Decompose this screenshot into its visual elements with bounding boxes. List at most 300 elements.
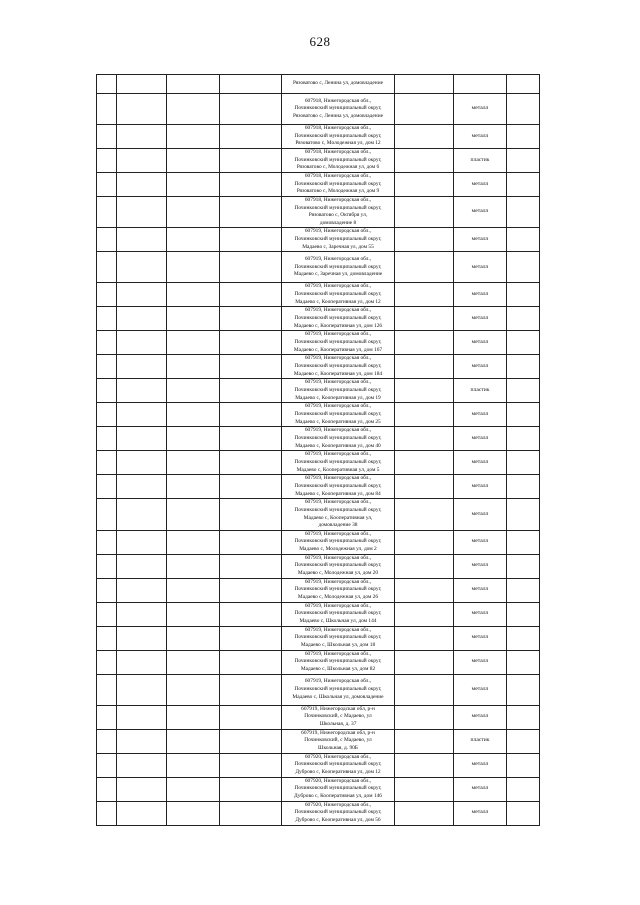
address-cell	[282, 499, 395, 530]
empty-cell	[167, 197, 220, 228]
empty-cell	[167, 228, 220, 252]
table-row	[97, 355, 540, 379]
empty-cell	[97, 602, 117, 626]
address-line: 607919, Нижегородская обл.,	[304, 379, 372, 386]
material-cell: металл	[454, 753, 507, 777]
empty-cell	[507, 674, 540, 705]
empty-cell	[117, 530, 167, 554]
address-line: Починковский муниципальный округ,	[294, 411, 382, 418]
empty-cell	[220, 801, 282, 825]
empty-cell	[220, 578, 282, 602]
empty-cell	[395, 252, 454, 283]
address-line: Мадаево с, Школьная ул, дом 144	[299, 618, 377, 625]
address-cell	[282, 602, 395, 626]
empty-cell	[167, 650, 220, 674]
address-cell	[282, 801, 395, 825]
address-line: 607919, Нижегородская обл.,	[304, 355, 372, 362]
empty-cell	[117, 602, 167, 626]
empty-cell	[167, 777, 220, 801]
empty-cell	[507, 75, 540, 94]
address-line: Починковский муниципальный округ,	[294, 263, 382, 270]
empty-cell	[395, 729, 454, 753]
address-cell	[282, 475, 395, 499]
material-cell: металл	[454, 801, 507, 825]
empty-cell	[220, 674, 282, 705]
empty-cell	[97, 475, 117, 499]
empty-cell	[97, 674, 117, 705]
empty-cell	[395, 674, 454, 705]
address-line: 607919, Нижегородская обл.,	[304, 283, 372, 290]
material-cell: металл	[454, 475, 507, 499]
empty-cell	[507, 173, 540, 197]
address-line: Мадаево с, Кооперативная ул,	[303, 514, 373, 521]
empty-cell	[167, 530, 220, 554]
empty-cell	[97, 729, 117, 753]
address-cell	[282, 674, 395, 705]
empty-cell	[117, 674, 167, 705]
address-cell	[282, 650, 395, 674]
empty-cell	[167, 252, 220, 283]
empty-cell	[117, 355, 167, 379]
empty-cell	[395, 94, 454, 125]
empty-cell	[507, 729, 540, 753]
table-row	[97, 307, 540, 331]
empty-cell	[220, 530, 282, 554]
material-cell: металл	[454, 626, 507, 650]
address-line: 607919, Нижегородская обл.,	[304, 255, 372, 262]
empty-cell	[117, 554, 167, 578]
address-line: Рязоватово с, Молодежная ул, дом 9	[296, 188, 380, 195]
empty-cell	[117, 801, 167, 825]
empty-cell	[167, 578, 220, 602]
material-cell: металл	[454, 499, 507, 530]
table-row	[97, 530, 540, 554]
material-cell: металл	[454, 451, 507, 475]
address-line: 607918, Нижегородская обл.,	[304, 97, 372, 104]
empty-cell	[395, 283, 454, 307]
empty-cell	[117, 475, 167, 499]
empty-cell	[395, 499, 454, 530]
address-line: Починковский муниципальный округ,	[294, 105, 382, 112]
empty-cell	[97, 125, 117, 149]
empty-cell	[117, 403, 167, 427]
empty-cell	[395, 75, 454, 94]
empty-cell	[117, 427, 167, 451]
address-line: Починковский муниципальный округ,	[294, 291, 382, 298]
address-line: Рязоватово с, Молодежная ул, дом 6	[296, 164, 380, 171]
table-row	[97, 173, 540, 197]
empty-cell	[395, 228, 454, 252]
empty-cell	[97, 801, 117, 825]
empty-cell	[507, 125, 540, 149]
address-line: Рязоватово с, Ленина ул, домовладение	[293, 112, 383, 119]
empty-cell	[395, 427, 454, 451]
empty-cell	[507, 554, 540, 578]
material-cell: металл	[454, 578, 507, 602]
address-line: Мадаево с, Кооперативная ул, дом 126	[293, 322, 383, 329]
table-row	[97, 427, 540, 451]
address-line: Починковский, с Мадаево, ул	[304, 713, 372, 720]
empty-cell	[167, 427, 220, 451]
empty-cell	[220, 753, 282, 777]
empty-cell	[97, 307, 117, 331]
address-line: Мадаево с, Кооперативная ул, дом 25	[295, 418, 381, 425]
address-line: Мадаево с, Кооперативная ул, дом 5	[296, 466, 380, 473]
material-cell: металл	[454, 228, 507, 252]
table-row	[97, 197, 540, 228]
empty-cell	[117, 626, 167, 650]
material-cell: металл	[454, 94, 507, 125]
address-line: Мадаево с, Школьная ул, дом 18	[300, 642, 376, 649]
empty-cell	[167, 379, 220, 403]
register-table	[96, 74, 540, 826]
empty-cell	[167, 331, 220, 355]
address-cell	[282, 173, 395, 197]
address-cell	[282, 554, 395, 578]
empty-cell	[507, 283, 540, 307]
empty-cell	[507, 626, 540, 650]
material-cell: металл	[454, 173, 507, 197]
address-cell	[282, 149, 395, 173]
address-line: Починковский муниципальный округ,	[294, 809, 382, 816]
empty-cell	[97, 650, 117, 674]
empty-cell	[117, 379, 167, 403]
empty-cell	[507, 355, 540, 379]
empty-cell	[220, 499, 282, 530]
table-row	[97, 475, 540, 499]
material-cell: металл	[454, 403, 507, 427]
address-line: 607918, Нижегородская обл.,	[304, 197, 372, 203]
address-cell	[282, 94, 395, 125]
empty-cell	[220, 125, 282, 149]
empty-cell	[167, 75, 220, 94]
empty-cell	[97, 379, 117, 403]
empty-cell	[97, 403, 117, 427]
empty-cell	[97, 173, 117, 197]
address-line: Починковский муниципальный округ,	[294, 339, 382, 346]
empty-cell	[395, 626, 454, 650]
empty-cell	[507, 403, 540, 427]
address-cell	[282, 355, 395, 379]
empty-cell	[117, 777, 167, 801]
material-cell: металл	[454, 777, 507, 801]
address-cell	[282, 578, 395, 602]
address-line: домовладение 38	[318, 522, 358, 529]
material-cell: металл	[454, 427, 507, 451]
empty-cell	[507, 252, 540, 283]
empty-cell	[395, 307, 454, 331]
address-line: 607918, Нижегородская обл.,	[304, 125, 372, 132]
table-row	[97, 228, 540, 252]
address-line: 607919, Нижегородская обл.,	[304, 578, 372, 585]
empty-cell	[507, 753, 540, 777]
address-line: Починковский муниципальный округ,	[294, 315, 382, 322]
table-row	[97, 650, 540, 674]
empty-cell	[167, 451, 220, 475]
address-line: Мадаево с, Кооперативная ул, дом 167	[293, 346, 383, 353]
address-cell	[282, 705, 395, 729]
empty-cell	[220, 228, 282, 252]
material-cell: пластик	[454, 379, 507, 403]
table-row	[97, 379, 540, 403]
empty-cell	[97, 355, 117, 379]
address-line: Починковский муниципальный округ,	[294, 506, 382, 513]
empty-cell	[97, 331, 117, 355]
empty-cell	[395, 554, 454, 578]
address-line: Мадаево с, Школьная ул, домовладение	[292, 693, 384, 700]
address-line: 607919, Нижегородская обл.,	[304, 602, 372, 609]
address-line: Рязоватово с, Молодежная ул, дом 12	[295, 140, 381, 147]
address-line: 607919, Нижегородская обл.,	[304, 331, 372, 338]
table-row	[97, 705, 540, 729]
empty-cell	[97, 554, 117, 578]
empty-cell	[97, 94, 117, 125]
address-line: 607920, Нижегородская обл.,	[304, 801, 372, 808]
address-line: Починковский муниципальный округ,	[294, 685, 382, 692]
address-line: Починковский муниципальный округ,	[294, 483, 382, 490]
address-line: 607919, Нижегородская обл.,	[304, 451, 372, 458]
table-row	[97, 75, 540, 94]
empty-cell	[220, 94, 282, 125]
address-line: 607919, Нижегородская обл.,	[304, 307, 372, 314]
empty-cell	[167, 283, 220, 307]
empty-cell	[507, 499, 540, 530]
table-row	[97, 125, 540, 149]
empty-cell	[395, 331, 454, 355]
empty-cell	[167, 149, 220, 173]
empty-cell	[167, 403, 220, 427]
table-row	[97, 252, 540, 283]
address-line: Мадаево с, Молодежная ул, дом 20	[297, 570, 379, 577]
address-line: 607919, Нижегородская обл.,	[304, 427, 372, 434]
address-line: Починковский муниципальный округ,	[294, 658, 382, 665]
empty-cell	[220, 705, 282, 729]
table-row	[97, 801, 540, 825]
empty-cell	[395, 705, 454, 729]
address-line: Починковский муниципальный округ,	[294, 785, 382, 792]
material-cell: металл	[454, 674, 507, 705]
empty-cell	[97, 451, 117, 475]
table-row	[97, 283, 540, 307]
address-line: Починковский муниципальный округ,	[294, 610, 382, 617]
empty-cell	[507, 94, 540, 125]
empty-cell	[395, 530, 454, 554]
empty-cell	[167, 705, 220, 729]
empty-cell	[395, 777, 454, 801]
address-line: 607920, Нижегородская обл.,	[304, 753, 372, 760]
empty-cell	[507, 801, 540, 825]
page-number: 628	[309, 34, 331, 49]
empty-cell	[117, 729, 167, 753]
material-cell: металл	[454, 125, 507, 149]
empty-cell	[117, 252, 167, 283]
address-line: Починковский муниципальный округ,	[294, 538, 382, 545]
table-row	[97, 602, 540, 626]
empty-cell	[117, 499, 167, 530]
address-line: Починковский муниципальный округ,	[294, 204, 382, 211]
address-cell	[282, 379, 395, 403]
empty-cell	[117, 451, 167, 475]
empty-cell	[167, 475, 220, 499]
address-cell	[282, 427, 395, 451]
empty-cell	[117, 331, 167, 355]
table-row	[97, 674, 540, 705]
empty-cell	[220, 777, 282, 801]
empty-cell	[117, 283, 167, 307]
address-cell	[282, 252, 395, 283]
address-cell	[282, 125, 395, 149]
material-cell: пластик	[454, 729, 507, 753]
empty-cell	[97, 427, 117, 451]
empty-cell	[220, 252, 282, 283]
table-row	[97, 331, 540, 355]
address-line: Мадаево с, Молодежная ул, дом 2	[299, 546, 377, 553]
address-cell	[282, 753, 395, 777]
empty-cell	[117, 650, 167, 674]
address-line: Дуброво с, Кооперативная ул, дом 12	[295, 769, 381, 776]
empty-cell	[220, 307, 282, 331]
empty-cell	[167, 125, 220, 149]
address-line: Рязоватово с, Ленина ул, домовладение	[293, 80, 383, 87]
empty-cell	[97, 252, 117, 283]
empty-cell	[220, 283, 282, 307]
empty-cell	[507, 197, 540, 228]
empty-cell	[220, 451, 282, 475]
table-row	[97, 729, 540, 753]
empty-cell	[395, 173, 454, 197]
material-cell: металл	[454, 307, 507, 331]
empty-cell	[507, 602, 540, 626]
address-line: Дуброво с, Кооперативная ул, дом 56	[295, 817, 381, 824]
address-line: 607919, Нижегородская обл.,	[304, 228, 372, 235]
table-row	[97, 626, 540, 650]
material-cell: металл	[454, 331, 507, 355]
material-cell: металл	[454, 602, 507, 626]
material-cell: металл	[454, 650, 507, 674]
empty-cell	[117, 197, 167, 228]
empty-cell	[97, 705, 117, 729]
address-line: Мадаево с, Кооперативная ул, дом 40	[295, 442, 381, 449]
address-line: Починковский муниципальный округ,	[294, 236, 382, 243]
empty-cell	[167, 355, 220, 379]
material-cell: металл	[454, 554, 507, 578]
empty-cell	[167, 499, 220, 530]
address-line: 607919, Нижегородская обл.,	[304, 403, 372, 410]
empty-cell	[117, 94, 167, 125]
address-line: 607918, Нижегородская обл.,	[304, 173, 372, 180]
address-line: Мадаево с, Кооперативная ул, дом 19	[295, 394, 381, 401]
table-row	[97, 554, 540, 578]
address-line: 607919, Нижегородская обл, р-н	[301, 705, 375, 712]
table-row	[97, 403, 540, 427]
empty-cell	[395, 475, 454, 499]
address-line: Починковский муниципальный округ,	[294, 586, 382, 593]
address-cell	[282, 626, 395, 650]
empty-cell	[220, 475, 282, 499]
empty-cell	[117, 705, 167, 729]
address-line: домовладение 8	[319, 219, 357, 226]
empty-cell	[220, 173, 282, 197]
address-cell	[282, 331, 395, 355]
empty-cell	[395, 578, 454, 602]
empty-cell	[220, 331, 282, 355]
address-line: Починковский муниципальный округ,	[294, 562, 382, 569]
empty-cell	[395, 650, 454, 674]
address-cell	[282, 403, 395, 427]
address-line: 607919, Нижегородская обл.,	[304, 554, 372, 561]
empty-cell	[507, 777, 540, 801]
empty-cell	[117, 125, 167, 149]
empty-cell	[167, 554, 220, 578]
empty-cell	[220, 75, 282, 94]
material-cell: металл	[454, 252, 507, 283]
empty-cell	[97, 197, 117, 228]
address-line: Школьная, д. 90Б	[318, 745, 358, 752]
empty-cell	[220, 355, 282, 379]
empty-cell	[507, 379, 540, 403]
empty-cell	[395, 403, 454, 427]
table-row	[97, 149, 540, 173]
empty-cell	[167, 674, 220, 705]
empty-cell	[395, 753, 454, 777]
empty-cell	[97, 530, 117, 554]
empty-cell	[117, 753, 167, 777]
empty-cell	[97, 75, 117, 94]
empty-cell	[507, 331, 540, 355]
address-cell	[282, 307, 395, 331]
empty-cell	[167, 801, 220, 825]
empty-cell	[97, 149, 117, 173]
address-line: Рязоватово с, Октября ул,	[308, 212, 368, 219]
address-line: Починковский муниципальный округ,	[294, 387, 382, 394]
address-line: Мадаево с, Школьная ул, дом 82	[300, 666, 376, 673]
table-row	[97, 94, 540, 125]
address-line: Мадаево с, Кооперативная ул, дом 84	[295, 490, 381, 497]
empty-cell	[220, 626, 282, 650]
empty-cell	[220, 149, 282, 173]
empty-cell	[97, 228, 117, 252]
empty-cell	[220, 427, 282, 451]
empty-cell	[117, 75, 167, 94]
empty-cell	[220, 197, 282, 228]
empty-cell	[220, 403, 282, 427]
empty-cell	[167, 307, 220, 331]
address-line: 607918, Нижегородская обл.,	[304, 149, 372, 156]
material-cell: металл	[454, 530, 507, 554]
address-line: Починковский, с Мадаево, ул	[304, 737, 372, 744]
table-row	[97, 578, 540, 602]
empty-cell	[97, 578, 117, 602]
address-line: 607919, Нижегородская обл.,	[304, 530, 372, 537]
empty-cell	[167, 626, 220, 650]
address-line: Починковский муниципальный округ,	[294, 435, 382, 442]
empty-cell	[395, 125, 454, 149]
address-line: 607919, Нижегородская обл.,	[304, 475, 372, 482]
address-line: Мадаево с, Молодежная ул, дом 26	[297, 594, 379, 601]
address-line: Мадаево с, Кооперативная ул, дом 12	[295, 298, 381, 305]
address-line: Починковский муниципальный округ,	[294, 459, 382, 466]
empty-cell	[97, 777, 117, 801]
empty-cell	[220, 650, 282, 674]
address-line: Починковский муниципальный округ,	[294, 132, 382, 139]
empty-cell	[507, 149, 540, 173]
empty-cell	[507, 307, 540, 331]
empty-cell	[507, 705, 540, 729]
empty-cell	[167, 729, 220, 753]
material-cell: металл	[454, 705, 507, 729]
address-line: Мадаево с, Заречная ул, домовладение	[293, 271, 383, 278]
empty-cell	[220, 602, 282, 626]
